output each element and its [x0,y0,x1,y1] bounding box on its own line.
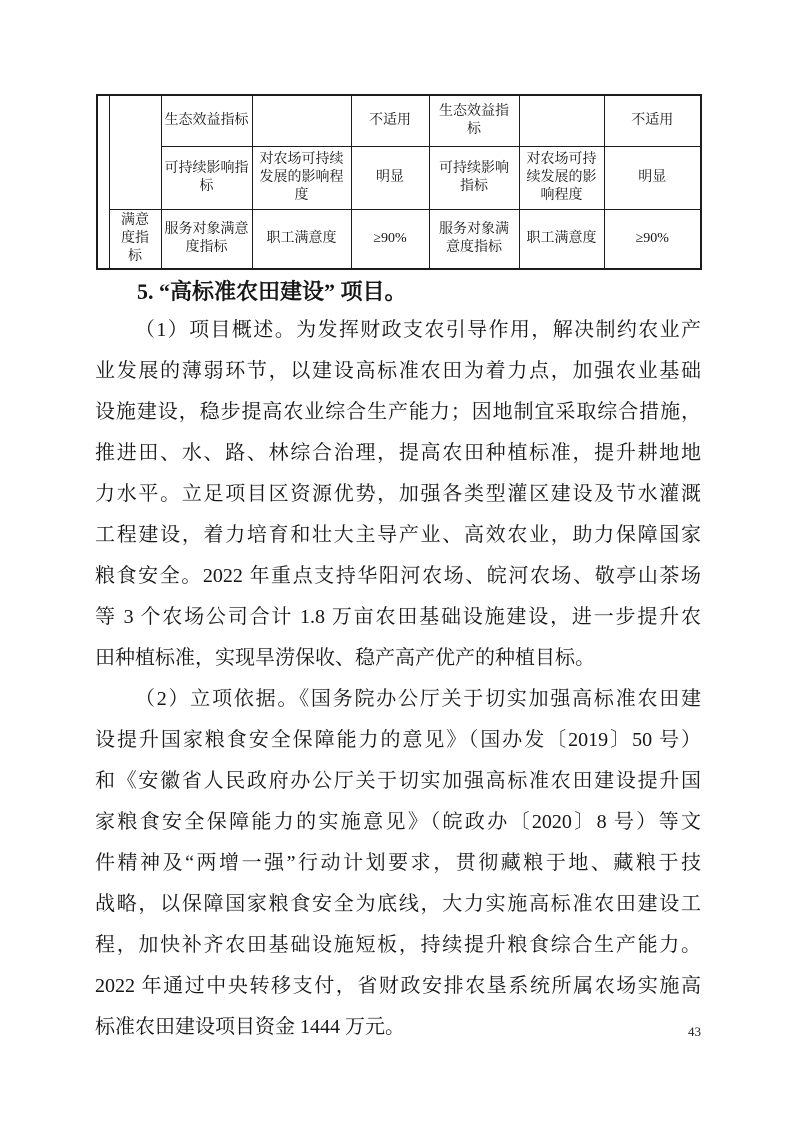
paragraph-line: 粮食安全。2022 年重点支持华阳河农场、皖河农场、敬亭山茶场 [95,565,701,587]
table-cell-empty [97,95,109,269]
paragraph-line: 件精神及“两增一强”行动计划要求，贯彻藏粮于地、藏粮于技 [95,852,701,874]
table-cell: 不适用 [351,95,429,146]
table-cell: 明显 [604,146,701,209]
paragraph-line: 2022 年通过中央转移支付，省财政安排农垦系统所属农场实施高 [95,975,701,997]
table-row [97,209,701,269]
paragraph-line: （1）项目概述。为发挥财政支农引导作用，解决制约农业产 [135,319,701,341]
page-number: 43 [688,1024,701,1039]
table-row [97,146,701,209]
table-cell: 可持续影响指标 [429,146,519,209]
indicator-table [96,94,702,270]
table-cell: ≥90% [351,209,429,269]
paragraph-project-overview [95,310,701,679]
table-cell: 职工满意度 [252,209,351,269]
paragraph-line: 家粮食安全保障能力的实施意见》（皖政办〔2020〕8 号）等文 [95,811,701,833]
table-cell-empty [252,95,351,146]
table-cell: 对农场可持续发展的影响程度 [252,146,351,209]
table-cell: 明显 [351,146,429,209]
paragraph-line: 标准农田建设项目资金 1444 万元。 [95,1016,405,1038]
table-cell-empty [109,95,161,209]
table-cell: 不适用 [604,95,701,146]
table-cell-empty [519,95,604,146]
table-cell: 职工满意度 [519,209,604,269]
paragraph-line: 力水平。立足项目区资源优势，加强各类型灌区建设及节水灌溉 [95,483,701,505]
table-cell: 服务对象满意度指标 [161,209,252,269]
table-cell: ≥90% [604,209,701,269]
paragraph-line: 等 3 个农场公司合计 1.8 万亩农田基础设施建设，进一步提升农 [95,606,701,628]
table-cell: 生态效益指标 [161,95,252,146]
paragraph-line: 战略，以保障国家粮食安全为底线，大力实施高标准农田建设工 [95,893,701,915]
body-text [95,310,701,1048]
paragraph-line: 田种植标准，实现旱涝保收、稳产高产优产的种植目标。 [95,647,595,669]
table-row [97,95,701,146]
table-cell: 对农场可持续发展的影响程度 [519,146,604,209]
paragraph-project-basis [95,679,701,1048]
paragraph-line: （2）立项依据。《国务院办公厅关于切实加强高标准农田建 [135,688,701,710]
table-cell: 服务对象满意度指标 [429,209,519,269]
table-cell: 生态效益指标 [429,95,519,146]
table-cell: 满意度指标 [109,209,161,269]
paragraph-line: 业发展的薄弱环节，以建设高标准农田为着力点，加强农业基础 [95,360,701,382]
paragraph-line: 和《安徽省人民政府办公厅关于切实加强高标准农田建设提升国 [95,770,701,792]
section-heading: 5. “高标准农田建设” 项目。 [137,279,407,304]
paragraph-line: 推进田、水、路、林综合治理，提高农田种植标准，提升耕地地 [95,442,701,464]
paragraph-line: 程，加快补齐农田基础设施短板，持续提升粮食综合生产能力。 [95,934,701,956]
table-cell: 可持续影响指标 [161,146,252,209]
paragraph-line: 设提升国家粮食安全保障能力的意见》（国办发〔2019〕50 号） [95,729,701,751]
paragraph-line: 设施建设，稳步提高农业综合生产能力；因地制宜采取综合措施， [95,401,701,423]
paragraph-line: 工程建设，着力培育和壮大主导产业、高效农业，助力保障国家 [95,524,701,546]
